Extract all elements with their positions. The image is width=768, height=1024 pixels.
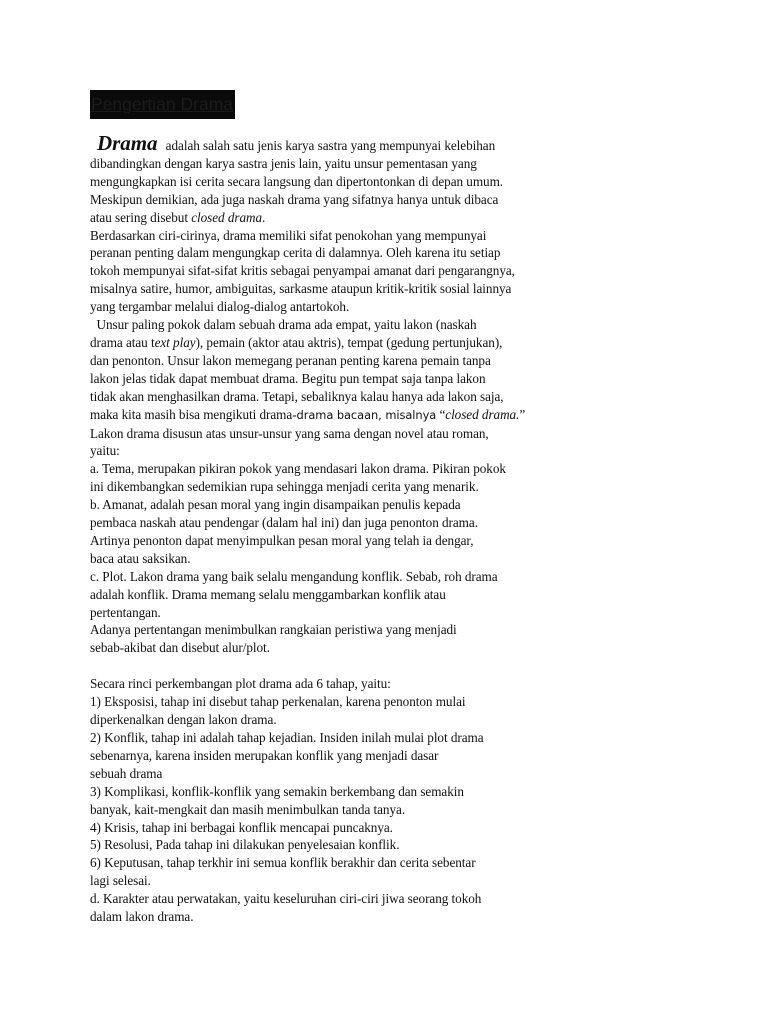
text-line: pembaca naskah atau pendengar (dalam hal ini) dan juga penonton drama.	[90, 515, 478, 531]
text-line: dan penonton. Unsur lakon memegang peranan penting karena pemain tanpa	[90, 352, 491, 368]
text-line: d. Karakter atau perwatakan, yaitu keseluruhan ciri-ciri jiwa seorang tokoh	[90, 891, 482, 907]
text-line: tokoh mempunyai sifat-sifat kritis sebagai penyampai amanat dari pengarangnya,	[90, 263, 515, 279]
text-line: lakon jelas tidak dapat membuat drama. Begitu pun tempat saja tanpa lakon	[90, 370, 486, 386]
text-line: Artinya penonton dapat menyimpulkan pesan moral yang telah ia dengar,	[90, 532, 474, 548]
text-line: Meskipun demikian, ada juga naskah drama yang sifatnya hanya untuk dibaca	[90, 191, 499, 207]
text-line: tidak akan menghasilkan drama. Tetapi, sebaliknya kalau hanya ada lakon saja,	[90, 388, 504, 404]
text-line: c. Plot. Lakon drama yang baik selalu mengandung konflik. Sebab, roh drama	[90, 568, 498, 584]
text-line: Drama adalah salah satu jenis karya sastra yang mempunyai kelebihan	[97, 131, 496, 155]
text-line: atau sering disebut closed drama.	[90, 209, 266, 225]
text-line: yang tergambar melalui dialog-dialog antartokoh.	[90, 299, 350, 315]
text-line: lagi selesai.	[90, 873, 151, 889]
text-line: drama atau text play), pemain (aktor atau aktris), tempat (gedung pertunjukan),	[90, 334, 503, 350]
text-line: 1) Eksposisi, tahap ini disebut tahap perkenalan, karena penonton mulai	[90, 694, 466, 710]
text-line: diperkenalkan dengan lakon drama.	[90, 712, 277, 728]
lead-word: Drama	[97, 131, 158, 155]
text-line: 3) Komplikasi, konflik-konflik yang semakin berkembang dan semakin	[90, 783, 464, 799]
text-line: sebuah drama	[90, 765, 163, 781]
text-line: baca atau saksikan.	[90, 550, 191, 566]
text-line: yaitu:	[90, 443, 120, 459]
text-line: a. Tema, merupakan pikiran pokok yang mendasari lakon drama. Pikiran pokok	[90, 461, 506, 477]
document-body	[90, 131, 590, 926]
text-line: Berdasarkan ciri-cirinya, drama memiliki sifat penokohan yang mempunyai	[90, 227, 487, 243]
text-line: pertentangan.	[90, 604, 161, 620]
page-title: Pengertian Drama	[90, 90, 235, 119]
text-line: 5) Resolusi, Pada tahap ini dilakukan penyelesaian konflik.	[90, 837, 400, 853]
document-page	[90, 90, 590, 926]
text-line: misalnya satire, humor, ambiguitas, sarkasme ataupun kritik-kritik sosial lainnya	[90, 281, 512, 297]
text-line: 4) Krisis, tahap ini berbagai konflik mencapai puncaknya.	[90, 819, 393, 835]
text-line: dalam lakon drama.	[90, 909, 194, 925]
text-line: banyak, kait-mengkait dan masih menimbulkan tanda tanya.	[90, 801, 406, 817]
text-line: Adanya pertentangan menimbulkan rangkaian peristiwa yang menjadi	[90, 622, 457, 638]
text-line: sebab-akibat dan disebut alur/plot.	[90, 640, 270, 656]
text-line: peranan penting dalam mengungkap cerita di dalamnya. Oleh karena itu setiap	[90, 245, 501, 261]
text-line: maka kita masih bisa mengikuti drama-drama bacaan, misalnya “closed drama.”	[90, 406, 526, 422]
text-line: mengungkapkan isi cerita secara langsung dan dipertontonkan di depan umum.	[90, 173, 504, 189]
text-line: Lakon drama disusun atas unsur-unsur yang sama dengan novel atau roman,	[90, 425, 489, 441]
text-line: adalah konflik. Drama memang selalu menggambarkan konflik atau	[90, 586, 446, 602]
text-line: sebenarnya, karena insiden merupakan konflik yang menjadi dasar	[90, 747, 439, 763]
text-line: dibandingkan dengan karya sastra jenis lain, yaitu unsur pementasan yang	[90, 155, 477, 171]
text-line: Secara rinci perkembangan plot drama ada 6 tahap, yaitu:	[90, 676, 391, 692]
text-line: Unsur paling pokok dalam sebuah drama ada empat, yaitu lakon (naskah	[90, 317, 477, 333]
paragraph-gap	[90, 657, 590, 675]
text-line: ini dikembangkan sedemikian rupa sehingga menjadi cerita yang menarik.	[90, 479, 479, 495]
text-line: 6) Keputusan, tahap terkhir ini semua konflik berakhir dan cerita sebentar	[90, 855, 476, 871]
text-line: b. Amanat, adalah pesan moral yang ingin disampaikan penulis kepada	[90, 497, 461, 513]
text-line: 2) Konflik, tahap ini adalah tahap kejadian. Insiden inilah mulai plot drama	[90, 730, 484, 745]
